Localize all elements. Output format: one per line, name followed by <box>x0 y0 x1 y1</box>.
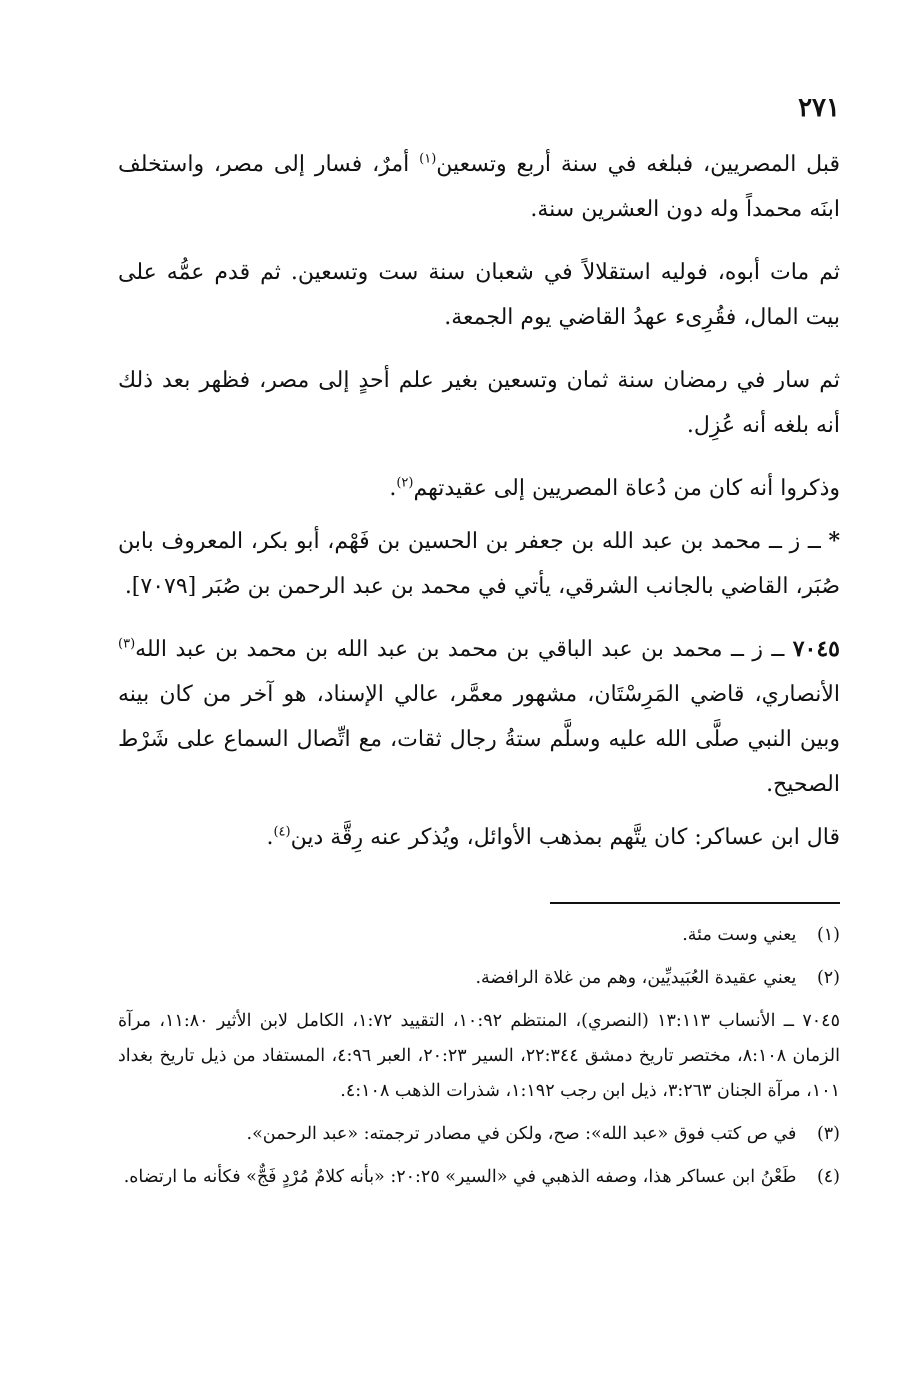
paragraph-1: قبل المصريين، فبلغه في سنة أربع وتسعين$^{(١)}$ أمرٌ، فسار إلى مصر، واستخلف ابنَه محمداً وله دون العشرين سنة. <box>118 151 840 222</box>
paragraph-2: ثم مات أبوه، فوليه استقلالاً في شعبان سنة ست وتسعين. ثم قدم عمُّه على بيت المال، فقُرِىء عهدُ القاضي يوم الجمعة. <box>118 260 840 330</box>
biography-entry-7045: ٧٠٤٥ ــ ز ــ محمد بن عبد الباقي بن محمد بن عبد الله بن محمد بن عبد الله$^{(٣)}$ الأنصاري، قاضي المَرِسْتَان، مشهور معمَّر، عالي الإسناد، هو آخر من كان بينه وبين النبي صلَّى الله عليه وسلَّم ستةُ رجال ثقات، مع اتِّصال السماع على شَرْط الصحيح. <box>118 636 840 797</box>
asterisk-marker: * <box>828 528 841 554</box>
footnote-ref-3[interactable]: (٣) <box>118 636 136 652</box>
footnote-1: (١) يعني وست مئة. <box>118 918 840 953</box>
footnote-ref-1[interactable]: (١) <box>419 151 437 167</box>
footnotes <box>118 918 840 1195</box>
entry-number: ٧٠٤٥ <box>792 636 840 662</box>
footnote-divider <box>550 902 840 904</box>
main-text <box>118 142 840 860</box>
paragraph-7: قال ابن عساكر: كان يتَّهم بمذهب الأوائل، ويُذكر عنه رِقَّة دين$^{(٤)}$. <box>266 824 840 850</box>
footnote-number: ٧٠٤٥ ــ <box>783 1011 840 1031</box>
paragraph-4: وذكروا أنه كان من دُعاة المصريين إلى عقيدتهم$^{(٢)}$. <box>389 475 840 501</box>
footnote-number: (٤) <box>816 1167 840 1187</box>
footnote-4: (٤) طَعْنُ ابن عساكر هذا، وصفه الذهبي في «السير» ٢٠:٢٥: «بأنه كلامٌ مُرْدٍ فَجٌّ» فكأنه ما ارتضاه. <box>118 1160 840 1195</box>
footnote-sources-7045: ٧٠٤٥ ــ الأنساب ١٣:١١٣ (النصري)، المنتظم ١٠:٩٢، التقييد ١:٧٢، الكامل لابن الأثير ١١:٨٠، مرآة الزمان ٨:١٠٨، مختصر تاريخ دمشق ٢٢:٣٤٤، السير ٢٠:٢٣، العبر ٤:٩٦، المستفاد من ذيل تاريخ بغداد ١٠١، مرآة الجنان ٣:٢٦٣، ذيل ابن رجب ١:١٩٢، شذرات الذهب ٤:١٠٨. <box>118 1011 840 1101</box>
paragraph-3: ثم سار في رمضان سنة ثمان وتسعين بغير علم أحدٍ إلى مصر، فظهر بعد ذلك أنه بلغه أنه عُزِل. <box>118 368 840 438</box>
footnote-3: (٣) في ص كتب فوق «عبد الله»: صح، ولكن في مصادر ترجمته: «عبد الرحمن». <box>118 1117 840 1152</box>
footnote-number: (١) <box>816 925 840 945</box>
cross-reference-entry: * ــ ز ــ محمد بن عبد الله بن جعفر بن الحسين بن فَهْم، أبو بكر، المعروف بابن صُبَر، القاضي بالجانب الشرقي، يأتي في محمد بن عبد الرحمن بن صُبَر [٧٠٧٩]. <box>118 528 841 599</box>
footnote-number: (٢) <box>816 968 840 988</box>
footnote-ref-4[interactable]: (٤) <box>273 824 291 840</box>
footnote-number: (٣) <box>816 1124 840 1144</box>
footnote-2: (٢) يعني عقيدة العُبَيديِّين، وهم من غلاة الرافضة. <box>118 961 840 996</box>
page-number: ٢٧١ <box>798 93 840 123</box>
book-page <box>118 88 840 1203</box>
footnote-ref-2[interactable]: (٢) <box>396 475 414 491</box>
